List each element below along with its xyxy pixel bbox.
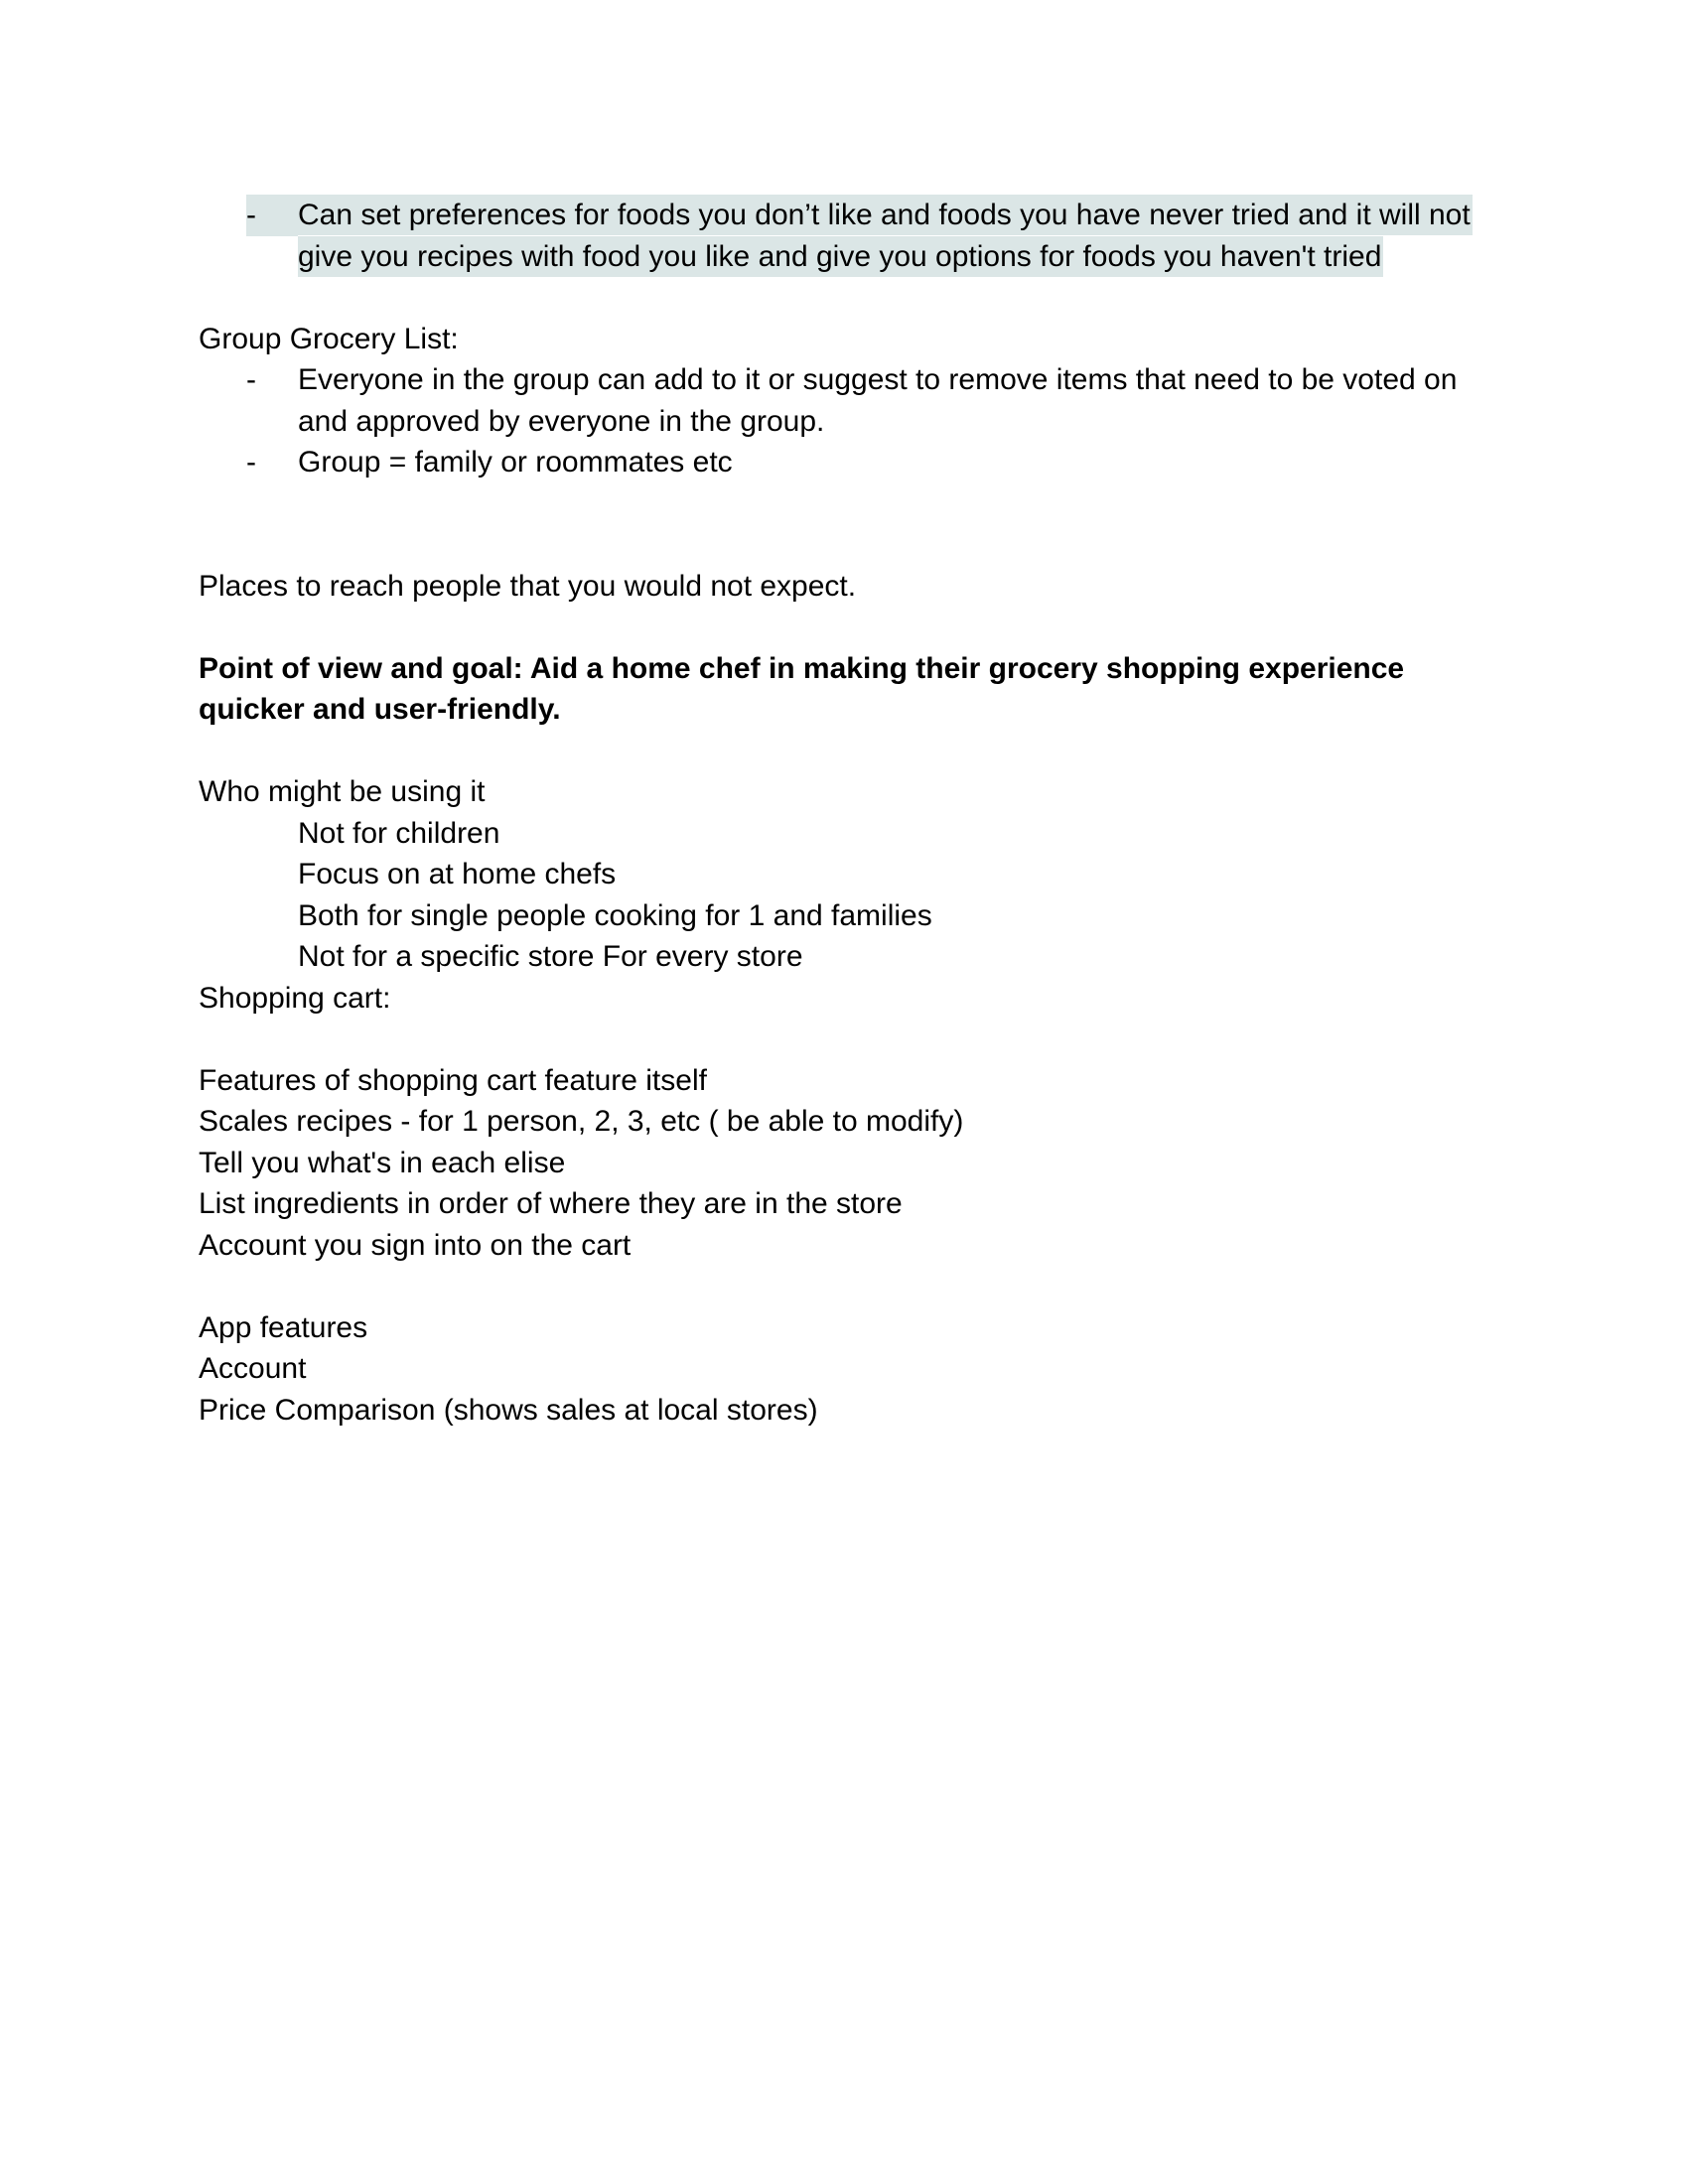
bullet-dash: - [246,199,256,231]
app-feature-item: Price Comparison (shows sales at local stores) [199,1393,818,1427]
cart-feature-item: Tell you what's in each elise [199,1146,566,1179]
cart-features-heading: Features of shopping cart feature itself [199,1063,707,1097]
shopping-cart-heading: Shopping cart: [199,981,391,1015]
pov-goal-statement: Point of view and goal: Aid a home chef in making their grocery shopping experience quicker and user-friendly. [199,651,1405,726]
app-feature-item: Account [199,1352,307,1385]
users-item: Not for children [298,816,500,850]
cart-feature-item: List ingredients in order of where they are in the store [199,1187,903,1220]
app-features-heading: App features [199,1310,368,1344]
users-heading: Who might be using it [199,775,486,808]
places-line: Places to reach people that you would not expect. [199,569,857,603]
document-body [199,195,1489,1431]
group-grocery-heading: Group Grocery List: [199,322,459,355]
preferences-text: Can set preferences for foods you don’t like and foods you have never tried and it will not give you recipes with food you like and give you options for foods you haven't tried [298,195,1473,277]
group-grocery-bullet-1 [199,359,1489,442]
cart-feature-item: Scales recipes - for 1 person, 2, 3, etc ( be able to modify) [199,1105,964,1138]
group-grocery-bullet-2 [199,442,1489,483]
bullet-text: Everyone in the group can add to it or suggest to remove items that need to be voted on and approved by everyone in the group. [298,363,1458,438]
users-item: Not for a specific store For every store [298,940,803,973]
users-item: Both for single people cooking for 1 and families [298,898,932,932]
preferences-bullet [199,195,1489,277]
bullet-dash: - [246,446,256,478]
bullet-text: Group = family or roommates etc [298,446,733,478]
cart-feature-item: Account you sign into on the cart [199,1228,632,1262]
bullet-dash: - [246,363,256,396]
users-item: Focus on at home chefs [298,858,617,890]
